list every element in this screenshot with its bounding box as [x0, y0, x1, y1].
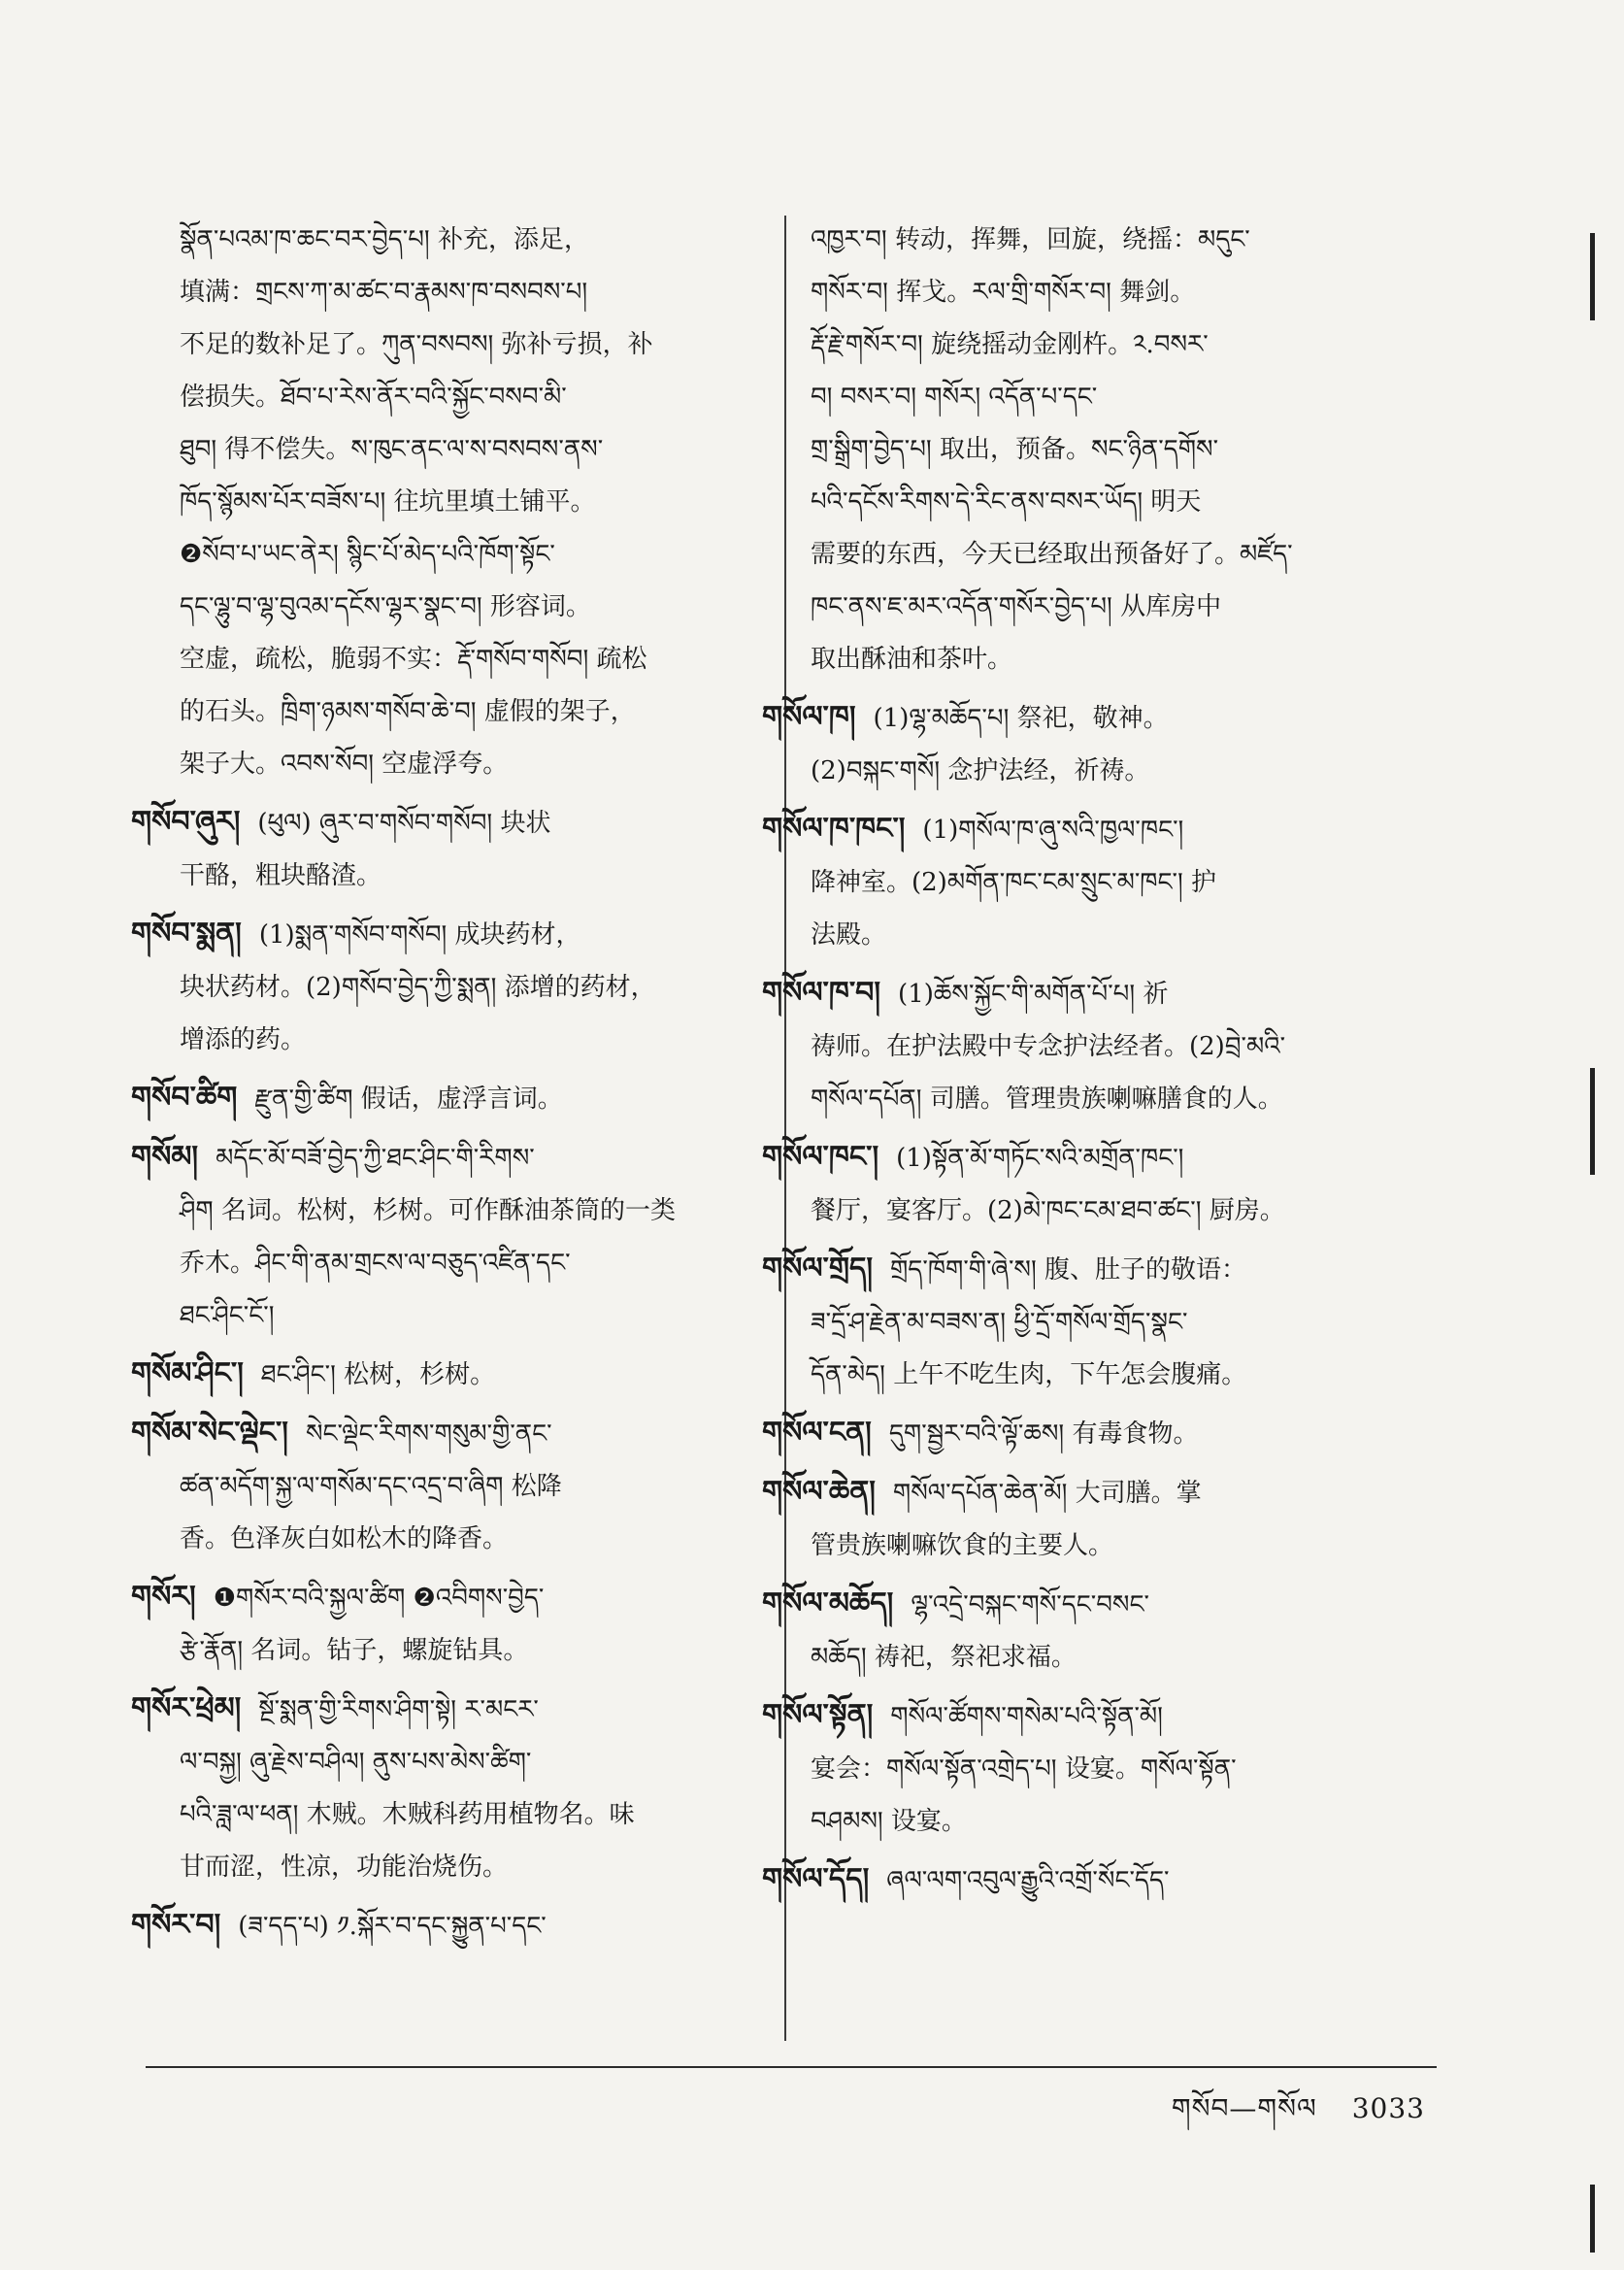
definition-text: 祷师。在护法殿中专念护法经者。(2)བྲེ་མའི་ [811, 1032, 1286, 1061]
headword: གསོལ་དོད། [762, 1862, 870, 1896]
entry-line [131, 1899, 801, 1953]
dictionary-entry [131, 1407, 801, 1565]
definition-text: (2)བསྐང་གསོ། 念护法经，祈祷。 [811, 756, 1150, 785]
entry-line [131, 1571, 801, 1624]
definition-text: 不足的数补足了。ཀུན་བསབས། 弥补亏损，补 [180, 330, 653, 359]
entry-line [180, 214, 801, 266]
headword: གསོལ་ཁ་ཁང་། [762, 812, 906, 846]
definition-text: ལ་བསྐྱ། ཞུ་རྗེས་བཤིལ། ནུས་པས་མེས་ཚིག་ [180, 1748, 532, 1777]
dictionary-entry [762, 1407, 1442, 1460]
entry-line [762, 1466, 1442, 1519]
entry-line [180, 850, 801, 902]
definition-text: བཤམས། 设宴。 [811, 1807, 967, 1836]
definition-text: ❷སོབ་པ་ཡང་ནེར། སྙིང་པོ་མེད་པའི་ཁོག་སྟོང་ [180, 540, 555, 569]
definition-text: དོན་མེད། 上午不吃生肉，下午怎会腹痛。 [811, 1360, 1247, 1389]
headword: གསོལ་ཁ་བ། [762, 976, 881, 1010]
entry-line [762, 1853, 1442, 1907]
right-column [762, 214, 1442, 1913]
definition-text: བ། བསར་བ། གསོར། འདོན་པ་དང་ [811, 383, 1098, 412]
definition-text: ཐང་ཤིང་ངོ་། [180, 1301, 275, 1330]
entry-line [811, 528, 1442, 581]
entry-line [180, 1624, 801, 1677]
headword: གསོམ་སེང་ལྡེང་། [131, 1416, 288, 1450]
dictionary-entry [180, 214, 801, 790]
dictionary-entry [131, 796, 801, 902]
definition-text: རྫུན་གྱི་ཚིག 假话，虚浮言词。 [254, 1085, 563, 1114]
definition-text: (1)ཆོས་སྐྱོང་གི་མགོན་པོ་པ། 祈 [898, 980, 1169, 1009]
definition-text: 法殿。 [811, 920, 887, 950]
definition-text: (1)སྨན་གསོབ་གསོབ། 成块药材， [258, 920, 581, 950]
dictionary-entry [762, 967, 1442, 1125]
entry-line [811, 1795, 1442, 1848]
dictionary-entry [762, 1689, 1442, 1848]
definition-text: འཁྱར་བ། 转动，挥舞，回旋，绕摇：མདུང་ [811, 225, 1250, 254]
left-column [131, 214, 801, 1958]
definition-text: ཚན་མདོག་སྐྱ་ལ་གསོམ་དང་འདྲ་བ་ཞིག 松降 [180, 1472, 562, 1501]
definition-text: གསོར་བ། 挥戈。རལ་གྲི་གསོར་བ། 舞剑。 [811, 278, 1196, 307]
definition-text: (1)གསོལ་ཁ་ཞུ་སའི་ཁྱལ་ཁང་། [922, 816, 1184, 845]
entry-line [811, 1349, 1442, 1401]
entry-line [811, 745, 1442, 797]
definition-text: པའི་ཟླ་ལ་ཕན། 木贼。木贼科药用植物名。味 [180, 1800, 635, 1829]
dictionary-entry [762, 1243, 1442, 1401]
headword: གསོལ་ཁ། [762, 700, 856, 734]
dictionary-entry [131, 1131, 801, 1342]
margin-mark [1590, 1068, 1595, 1175]
entry-line [180, 738, 801, 790]
entry-line [811, 476, 1442, 528]
entry-line [131, 1072, 801, 1125]
definition-text: གསོལ་དཔོན་ཆེན་མོ། 大司膳。掌 [892, 1479, 1202, 1508]
entry-line [180, 1513, 801, 1565]
entry-line [811, 1020, 1442, 1073]
definition-text: 块状药材。(2)གསོབ་བྱེད་ཀྱི་སྨན། 添增的药材， [180, 973, 656, 1002]
definition-text: 偿损失。ཐོབ་པ་རེས་ནོར་བའི་སྐྱོང་བསབ་མི་ [180, 383, 567, 412]
dictionary-entry [762, 691, 1442, 797]
entry-line [180, 528, 801, 581]
headword: གསོམ་ཤིང་། [131, 1356, 244, 1390]
definition-text: པའི་དངོས་རིགས་དེ་རིང་ནས་བསར་ཡོད། 明天 [811, 487, 1202, 517]
entry-line [180, 633, 801, 685]
dictionary-entry [762, 803, 1442, 961]
headword: གསོར། [131, 1580, 196, 1614]
definition-text: དུག་སྦྱར་བའི་ལྟོ་ཆས། 有毒食物。 [888, 1419, 1199, 1449]
dictionary-entry [762, 1466, 1442, 1572]
definition-text: 需要的东西，今天已经取出预备好了。མཛོད་ [811, 540, 1293, 569]
dictionary-entry [811, 214, 1442, 685]
definition-text: ཁོད་སྙོམས་པོར་བཟོས་པ། 往坑里填土铺平。 [180, 487, 596, 517]
margin-mark [1590, 233, 1595, 320]
definition-text: གསོལ་ཚོགས་གསེམ་པའི་སྟོན་མོ། [890, 1702, 1163, 1731]
headword: གསོབ་སྨན། [131, 917, 242, 951]
entry-line [762, 1407, 1442, 1460]
entry-line [762, 803, 1442, 856]
definition-text: (1)ལྷ་མཆོད་པ། 祭祀，敬神。 [873, 704, 1169, 733]
definition-text: སྔོ་སྨན་གྱི་རིགས་ཤིག་སྟེ། ར་མངར་ [258, 1695, 539, 1724]
headword: གསོམ། [131, 1140, 199, 1174]
definition-text: གྲོད་ཁོག་གི་ཞེ་ས། 腹、肚子的敬语： [890, 1255, 1247, 1285]
entry-line [811, 1073, 1442, 1125]
headword: གསོལ་སྟོན། [762, 1698, 874, 1732]
footer-rule [146, 2066, 1437, 2068]
entry-line [811, 266, 1442, 318]
definition-text: 香。色泽灰白如松木的降香。 [180, 1524, 509, 1553]
definition-text: 宴会：གསོལ་སྟོན་འགྲེད་པ། 设宴。གསོལ་སྟོན་ [811, 1754, 1237, 1784]
headword: གསོར་བ། [131, 1908, 221, 1942]
entry-line [811, 1185, 1442, 1237]
margin-mark [1590, 2185, 1595, 2253]
entry-line [762, 1578, 1442, 1631]
entry-line [811, 1519, 1442, 1572]
definition-text: ཐང་ཤིང་། 松树，杉树。 [260, 1360, 496, 1389]
definition-text: 空虚，疏松，脆弱不实：རྡོ་གསོབ་གསོབ། 疏松 [180, 645, 647, 674]
column-divider [784, 216, 786, 2041]
definition-text: ཞལ་ལག་འབུལ་རྒྱུའི་འགྲོ་སོང་དོད་ [886, 1866, 1170, 1895]
entry-line [811, 856, 1442, 909]
definition-text: 干酪，粗块酪渣。 [180, 861, 382, 890]
entry-line [131, 1131, 801, 1185]
definition-text: ཐུབ། 得不偿失。ས་ཁུང་ནང་ལ་ས་བསབས་ནས་ [180, 435, 604, 464]
definition-text: 架子大。འབས་སོབ། 空虚浮夸。 [180, 750, 509, 779]
definition-text: (1)སྟོན་མོ་གཏོང་སའི་མགྲོན་ཁང་། [896, 1144, 1184, 1173]
entry-line [180, 423, 801, 476]
entry-line [180, 961, 801, 1014]
entry-line [131, 796, 801, 850]
entry-line [762, 967, 1442, 1020]
definition-text: 管贵族喇嘛饮食的主要人。 [811, 1531, 1114, 1560]
definition-text: (ཟ་དད་པ) ༡.སྐོར་བ་དང་སྐྱུན་པ་དང་ [238, 1912, 547, 1941]
headword: གསོལ་མཆོད། [762, 1586, 894, 1620]
headword: གསོར་ཕྲེམ། [131, 1691, 242, 1725]
dictionary-entry [131, 1899, 801, 1953]
definition-text: 餐厅，宴客厅。(2)མེ་ཁང་ངམ་ཐབ་ཚང་། 厨房。 [811, 1196, 1285, 1225]
definition-text: (ཕུལ) ཞུར་བ་གསོབ་གསོབ། 块状 [257, 809, 551, 838]
definition-text: 增添的药。 [180, 1025, 307, 1054]
dictionary-entry [131, 1683, 801, 1893]
definition-text: 取出酥油和茶叶。 [811, 645, 1013, 674]
entry-line [811, 318, 1442, 371]
dictionary-entry [131, 1348, 801, 1401]
definition-text: སེང་ལྡེང་རིགས་གསུམ་གྱི་ནང་ [305, 1419, 552, 1449]
dictionary-entry [762, 1578, 1442, 1684]
entry-line [180, 1237, 801, 1289]
entry-line [131, 1348, 801, 1401]
definition-text: དང་ལྷུ་བ་ལྷ་བུའམ་དངོས་ལྷར་སྣང་བ། 形容词。 [180, 592, 591, 621]
headword: གསོབ་ཞུར། [131, 805, 241, 839]
definition-text: 填满：གྲངས་ཀ་མ་ཚང་བ་རྣམས་ཁ་བསབས་པ། [180, 278, 588, 307]
headword: གསོལ་ངན། [762, 1416, 872, 1450]
headword: གསོལ་ཁང་། [762, 1140, 879, 1174]
entry-line [180, 371, 801, 423]
definition-text: 的石头。ཁྲིག་ཉམས་གསོབ་ཆེ་བ། 虚假的架子， [180, 697, 636, 726]
footer-range: གསོབ—གསོལ [1171, 2092, 1317, 2124]
definition-text: 甘而涩，性凉，功能治烧伤。 [180, 1853, 509, 1882]
headword: གསོལ་གྲོད། [762, 1252, 873, 1285]
definition-text: ཁང་ནས་ཇ་མར་འདོན་གསོར་བྱེད་པ། 从库房中 [811, 592, 1222, 621]
definition-text: ❶གསོར་བའི་སྐྱལ་ཚིག ❷འབིགས་བྱེད་ [213, 1584, 545, 1613]
entry-line [811, 1296, 1442, 1349]
definition-text: ལྷ་འདྲེ་བསྐང་གསོ་དང་བསང་ [911, 1590, 1149, 1619]
definition-text: གསོལ་དཔོན། 司膳。管理贵族喇嘛膳食的人。 [811, 1085, 1283, 1114]
definition-text: ཤིག 名词。松树，杉树。可作酥油茶筒的一类 [180, 1196, 677, 1225]
entry-line [180, 1788, 801, 1841]
entry-line [811, 214, 1442, 266]
definition-text: 降神室。(2)མགོན་ཁང་ངམ་སྲུང་མ་ཁང་། 护 [811, 868, 1216, 897]
entry-line [180, 266, 801, 318]
entry-line [811, 371, 1442, 423]
entry-line [180, 1736, 801, 1788]
entry-line [180, 1460, 801, 1513]
definition-text: རྡོ་རྗེ་གསོར་བ། 旋绕摇动金刚杵。༢.བསར་ [811, 330, 1209, 359]
entry-line [811, 581, 1442, 633]
entry-line [131, 1683, 801, 1736]
dictionary-entry [131, 908, 801, 1066]
dictionary-entry [762, 1131, 1442, 1237]
entry-line [762, 1243, 1442, 1296]
entry-line [180, 476, 801, 528]
entry-line [811, 633, 1442, 685]
entry-line [811, 1743, 1442, 1795]
dictionary-entry [762, 1853, 1442, 1907]
entry-line [762, 691, 1442, 745]
definition-text: རྩེ་རྣོན། 名词。钻子，螺旋钻具。 [180, 1636, 529, 1665]
definition-text: མདོང་མོ་བཟོ་བྱེད་ཀྱི་ཐང་ཤིང་གི་རིགས་ [215, 1144, 535, 1173]
definition-text: མཆོད། 祷祀，祭祀求福。 [811, 1643, 1077, 1672]
headword: གསོབ་ཚིག [131, 1081, 238, 1115]
entry-line [180, 318, 801, 371]
entry-line [762, 1131, 1442, 1185]
dictionary-entry [131, 1571, 801, 1677]
definition-text: ཟ་དྲོ་ཤ་རྗེན་མ་བཟས་ན། ཕྱི་དྲོ་གསོལ་གྲོད་སྣང་ [811, 1308, 1188, 1337]
entry-line [180, 1289, 801, 1342]
entry-line [180, 1014, 801, 1066]
definition-text: 乔木。ཤིང་གི་ནམ་གྲངས་ལ་བཅུད་འཛིན་དང་ [180, 1249, 571, 1278]
entry-line [180, 581, 801, 633]
dictionary-entry [131, 1072, 801, 1125]
entry-line [180, 1185, 801, 1237]
entry-line [180, 1841, 801, 1893]
page-number: 3033 [1351, 2092, 1425, 2124]
entry-line [811, 909, 1442, 961]
entry-line [131, 1407, 801, 1460]
entry-line [811, 423, 1442, 476]
definition-text: གྲ་སྒྲིག་བྱེད་པ། 取出，预备。སང་ཉིན་དགོས་ [811, 435, 1219, 464]
entry-line [762, 1689, 1442, 1743]
definition-text: སྣོན་པའམ་ཁ་ཆང་བར་བྱེད་པ། 补充，添足， [180, 225, 589, 254]
entry-line [811, 1631, 1442, 1684]
entry-line [180, 685, 801, 738]
page-footer [1172, 2078, 1425, 2154]
entry-line [131, 908, 801, 961]
headword: གསོལ་ཆེན། [762, 1475, 876, 1509]
